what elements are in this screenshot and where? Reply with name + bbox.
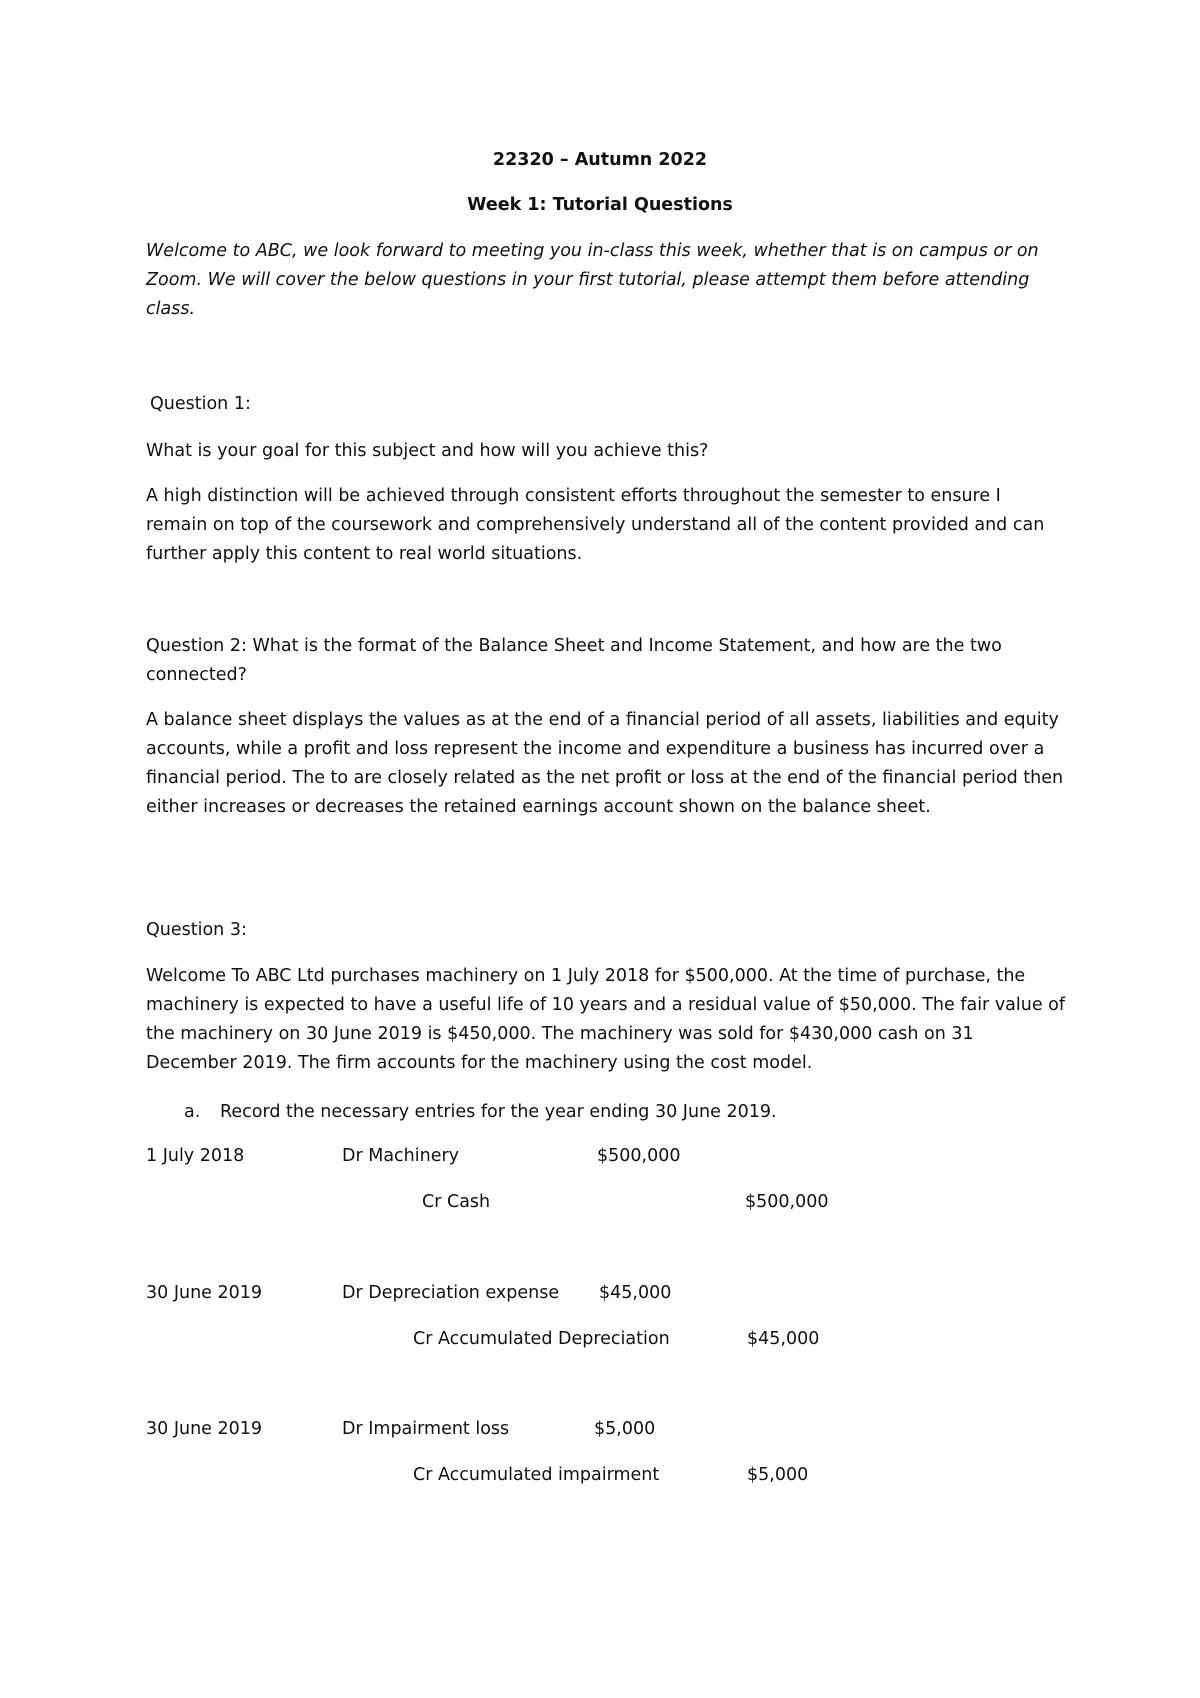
- q1-answer: A high distinction will be achieved through consistent efforts throughout the semester to ensure I remain on top of the coursework and comprehensively understand all of the content provided and can further apply this content to real world situations.: [146, 486, 1045, 564]
- q2-question: What is the format of the Balance Sheet and Income Statement, and how are the two connected?: [146, 636, 1002, 685]
- entry-debit-account: Dr Impairment loss: [342, 1419, 510, 1439]
- course-title: 22320 – Autumn 2022: [492, 150, 708, 170]
- entry-debit-amount: $5,000: [594, 1419, 656, 1439]
- q2-heading: Question 2:: [146, 636, 247, 656]
- q1-heading: Question 1:: [150, 394, 251, 414]
- q2-answer: A balance sheet displays the values as at the end of a financial period of all assets, liabilities and equity accounts, while a profit and loss represent the income and expenditure a business has incurred over a financial period. The to are closely related as the net profit or loss at the end of the financial period then either increases or decreases the retained earnings account shown on the balance sheet.: [146, 710, 1064, 817]
- q1-question: What is your goal for this subject and how will you achieve this?: [146, 441, 709, 461]
- entry-date: 30 June 2019: [146, 1419, 263, 1439]
- entry-credit-amount: $500,000: [745, 1192, 829, 1212]
- entry-debit-amount: $45,000: [599, 1283, 672, 1303]
- entry-debit-account: Dr Depreciation expense: [342, 1283, 560, 1303]
- week-title: Week 1: Tutorial Questions: [467, 195, 733, 215]
- part-a-text: Record the necessary entries for the year ending 30 June 2019.: [220, 1102, 777, 1122]
- q3-heading: Question 3:: [146, 920, 247, 940]
- entry-credit-amount: $5,000: [747, 1465, 809, 1485]
- entry-date: 1 July 2018: [146, 1146, 245, 1166]
- intro-paragraph: Welcome to ABC, we look forward to meeting you in-class this week, whether that is on campus or on Zoom. We will cover the below questions in your first tutorial, please attempt them before attending class.: [146, 241, 1039, 319]
- part-a-marker: a.: [184, 1102, 201, 1122]
- entry-debit-amount: $500,000: [597, 1146, 681, 1166]
- q3-scenario: Welcome To ABC Ltd purchases machinery on 1 July 2018 for $500,000. At the time of purchase, the machinery is expected to have a useful life of 10 years and a residual value of $50,000. The fair value of the machinery on 30 June 2019 is $450,000. The machinery was sold for $430,000 cash on 31 December 2019. The firm accounts for the machinery using the cost model.: [146, 966, 1066, 1073]
- entry-credit-account: Cr Accumulated impairment: [413, 1465, 660, 1485]
- entry-credit-amount: $45,000: [747, 1329, 820, 1349]
- q2-question-line: [146, 632, 1066, 690]
- entry-date: 30 June 2019: [146, 1283, 263, 1303]
- entry-credit-account: Cr Accumulated Depreciation: [413, 1329, 670, 1349]
- entry-credit-account: Cr Cash: [422, 1192, 491, 1212]
- entry-debit-account: Dr Machinery: [342, 1146, 460, 1166]
